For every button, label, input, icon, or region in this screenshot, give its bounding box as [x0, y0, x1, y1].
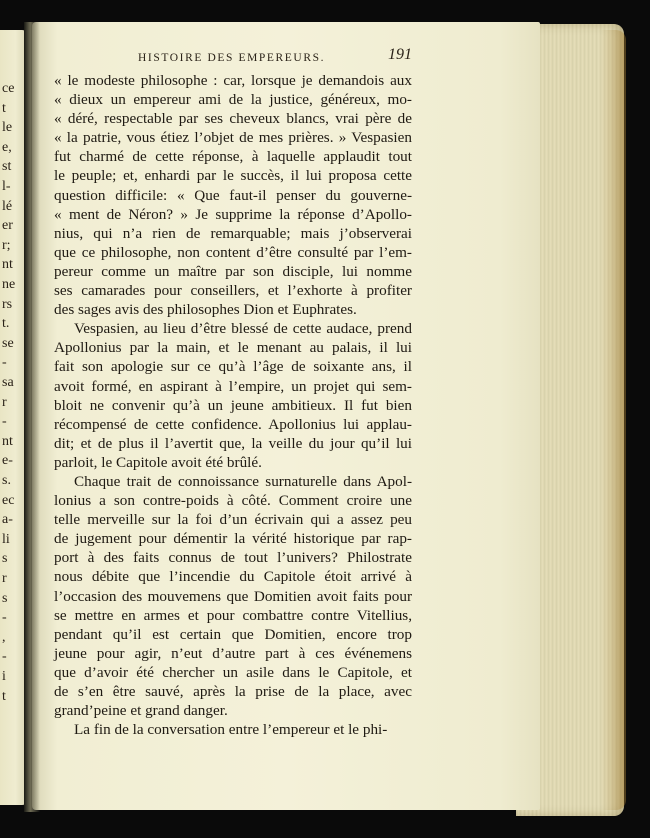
previous-page-text-fragment: er	[2, 218, 13, 234]
text-line: Chaque trait de connoissance surnaturelle dans Apol-	[74, 472, 412, 490]
previous-page-text-fragment: -	[2, 355, 7, 371]
text-line: « le modeste philosophe : car, lorsque je demandois aux	[54, 72, 412, 89]
previous-page-text-fragment: st	[2, 159, 12, 175]
text-line: avoit formé, en aspirant à l’empire, un projet qui sem-	[54, 377, 412, 395]
text-line: que d’avoir été chercher un asile dans le Capitole, et	[54, 663, 412, 681]
page-body-text	[54, 71, 412, 739]
page-number: 191	[388, 46, 412, 63]
previous-page-text-fragment: s.	[2, 473, 11, 488]
previous-page-text-fragment: ce	[2, 81, 15, 96]
previous-page-text-fragment: e,	[2, 139, 12, 155]
previous-page-text-fragment: r;	[2, 237, 11, 253]
previous-page-text-fragment: a-	[2, 512, 13, 528]
book-gutter	[24, 22, 40, 812]
text-line: se mettre en armes et pour combattre contre Vitellius,	[54, 606, 412, 624]
previous-page-text-fragment: t	[2, 100, 6, 116]
text-line: dit; et de plus il l’avertit que, la veille du jour qu’il lui	[54, 434, 412, 452]
text-line: « la patrie, vous étiez l’objet de mes prières. » Vespasien	[54, 129, 412, 147]
previous-page-text-fragment: l-	[2, 179, 11, 194]
text-line: nous débite que l’incendie du Capitole étoit arrivé à	[54, 568, 412, 586]
text-line: de s’en être sauvé, après la prise de la place, avec	[54, 683, 412, 700]
text-line: grand’peine et grand danger.	[54, 702, 228, 720]
previous-page-text-fragment: s	[2, 590, 8, 606]
previous-page-text-fragment: ,	[2, 629, 6, 645]
previous-page-text-fragment: i	[2, 669, 6, 684]
text-line: l’occasion des mouvemens que Domitien avoit faits pour	[54, 587, 412, 605]
running-title: HISTOIRE DES EMPEREURS.	[138, 52, 326, 64]
text-line: parloit, le Capitole avoit été brûlé.	[54, 453, 262, 471]
previous-page-text-fragment: nt	[2, 257, 13, 273]
text-line: nius, qui n’a rien de remarquable; mais j’observerai	[54, 224, 412, 242]
previous-page-text-fragment: ne	[2, 277, 16, 292]
previous-page-text-fragment: r	[2, 571, 7, 586]
text-line: fut charmé de cette réponse, à laquelle applaudit tout	[54, 148, 412, 166]
previous-page-text-fragment: r	[2, 394, 7, 410]
previous-page-text-fragment: le	[2, 120, 13, 136]
text-line: telle merveille sur la foi d’un écrivain qui a assez peu	[54, 511, 412, 529]
text-line: question difficile: « Que faut-il penser du gouverne-	[54, 186, 412, 204]
previous-page-text-fragment: -	[2, 649, 7, 665]
previous-page-text-fragment: lé	[2, 198, 13, 214]
text-line: pereur comme un maître par son disciple, lui nomme	[54, 262, 412, 280]
previous-page-text-fragment: e-	[2, 453, 13, 469]
previous-page-text-fragment: s	[2, 551, 8, 567]
text-line: récompensé de cette confidence. Apollonius lui applau-	[54, 415, 412, 433]
text-line: Apollonius par la main, et le menant au palais, il lui	[54, 339, 412, 357]
previous-page-text-fragment: ec	[2, 492, 15, 508]
text-line: pendant qu’il est certain que Domitien, encore trop	[54, 625, 412, 643]
fore-edge-shading	[600, 30, 626, 810]
paragraph	[54, 319, 412, 472]
text-line: bloit ne convenir qu’à un jeune ambitieux. Il fut bien	[54, 396, 412, 414]
text-line: fait son apologie sur ce qu’à l’âge de soixante ans, il	[54, 358, 412, 376]
previous-page-text-fragment: li	[2, 531, 10, 547]
text-line: que ce philosophe, non content d’être consulté par l’em-	[54, 243, 412, 261]
text-line: de jugement pour démentir la vérité historique par rap-	[54, 530, 412, 548]
previous-page-text-fragment: sa	[2, 375, 14, 390]
text-line: ses camarades pour conseillers, et l’exhorte à profiter	[54, 282, 412, 300]
text-line: le peuple; et, enhardi par le succès, il lui proposa cette	[54, 167, 412, 185]
text-line: La fin de la conversation entre l’empereur et le phi-	[74, 721, 388, 739]
paragraph	[54, 720, 412, 739]
previous-page-text-fragment: -	[2, 414, 7, 430]
page-header	[80, 46, 412, 68]
text-line: « ment de Néron? » Je supprime la réponse d’Apollo-	[54, 205, 412, 223]
text-line: jeune pour agir, n’eut d’autre part à ces événemens	[54, 644, 412, 662]
text-line: « dieux un empereur ami de la justice, généreux, mo-	[54, 91, 412, 109]
previous-page-text-fragment: rs	[2, 296, 13, 312]
text-line: des sages avis des philosophes Dion et Euphrates.	[54, 301, 357, 319]
previous-page-text-fragment: nt	[2, 433, 13, 449]
paragraph	[54, 71, 412, 319]
text-line: Vespasien, au lieu d’être blessé de cette audace, prend	[74, 320, 412, 338]
previous-page-text-fragment: t.	[2, 316, 10, 332]
previous-page-text-fragment: se	[2, 335, 14, 351]
text-line: « déré, respectable par ses cheveux blancs, vrai père de	[54, 110, 412, 128]
text-line: lonius a son contre-poids à côté. Comment croire une	[54, 492, 412, 510]
previous-page-text-fragment: t	[2, 688, 6, 704]
previous-page-text-fragment: -	[2, 610, 7, 626]
text-line: port à des faits connus de tout l’univers? Philostrate	[54, 549, 412, 567]
paragraph	[54, 472, 412, 720]
